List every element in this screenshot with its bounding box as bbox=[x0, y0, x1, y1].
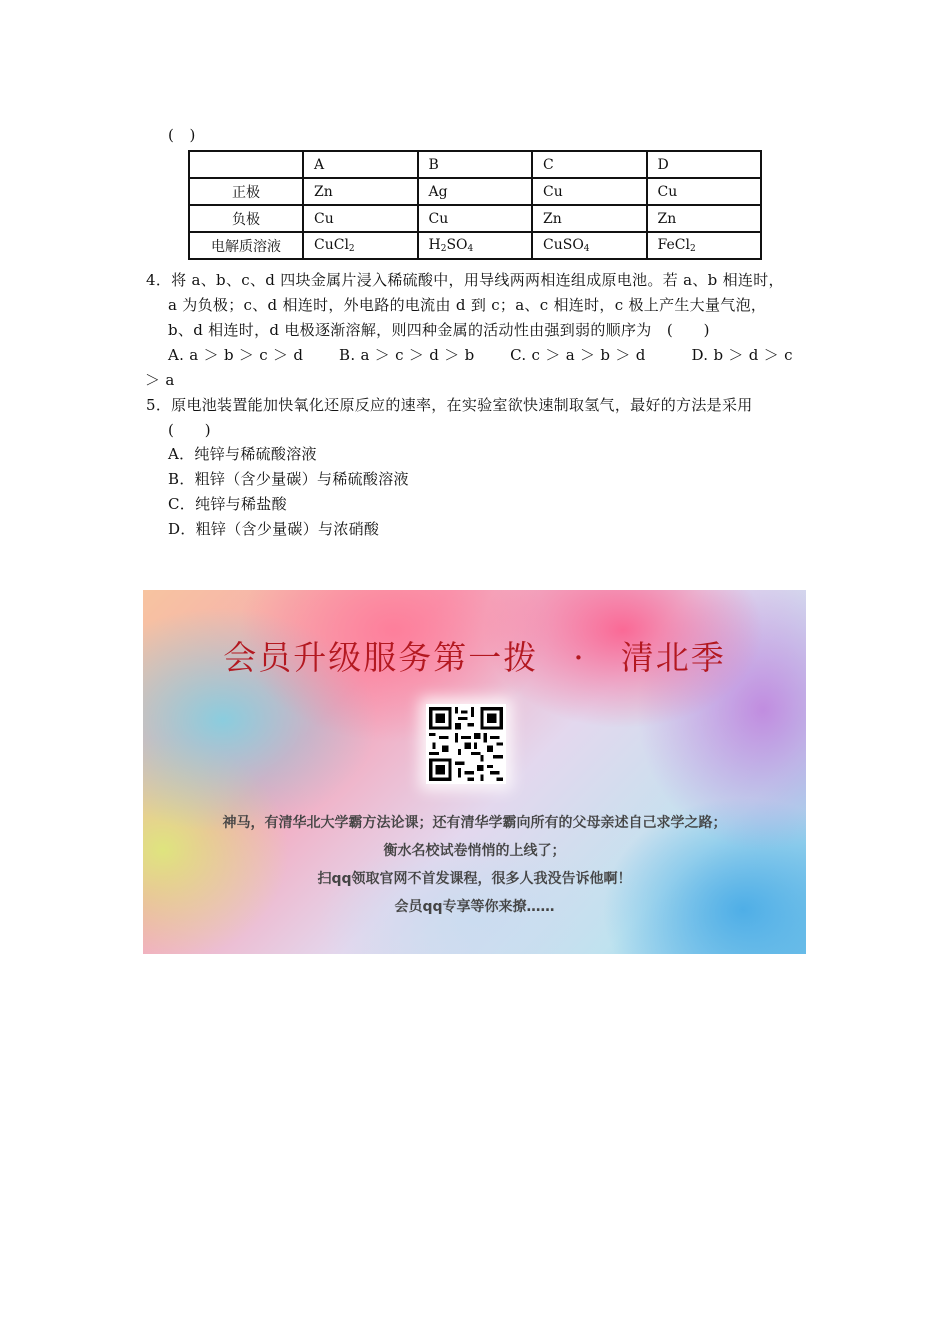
table-cell: Cu bbox=[532, 178, 647, 205]
formula-text: SO bbox=[446, 237, 468, 253]
table-cell: Ag bbox=[418, 178, 533, 205]
row-label: 负极 bbox=[189, 205, 303, 232]
table-cell: Cu bbox=[303, 205, 418, 232]
formula-cell bbox=[303, 232, 418, 259]
formula-subscript: 4 bbox=[467, 244, 474, 254]
question5-line: 5．原电池装置能加快氧化还原反应的速率，在实验室欲快速制取氢气，最好的方法是采用 bbox=[146, 396, 753, 414]
formula-subscript: 2 bbox=[689, 244, 696, 254]
table-cell: Zn bbox=[532, 205, 647, 232]
formula-subscript: 2 bbox=[348, 244, 355, 254]
formula-text: CuCl bbox=[314, 237, 349, 253]
question5-option: B．粗锌（含少量碳）与稀硫酸溶液 bbox=[168, 470, 409, 488]
promo-line: 神马，有清华北大学霸方法论课；还有清华学霸向所有的父母亲述自己求学之路； bbox=[222, 815, 727, 831]
formula-text: FeCl bbox=[657, 237, 690, 253]
promo-banner[interactable] bbox=[143, 590, 806, 954]
options-table bbox=[188, 150, 762, 260]
table-cell: Zn bbox=[647, 205, 762, 232]
formula-cell bbox=[647, 232, 762, 259]
table-row bbox=[189, 178, 761, 205]
question4-options-wrap: ＞ a bbox=[145, 371, 175, 389]
promo-line: 会员qq专享等你来撩…… bbox=[394, 899, 555, 915]
question3-answer-bracket: ( ) bbox=[168, 126, 196, 144]
question5-answer-bracket: ( ) bbox=[168, 421, 211, 439]
table-header-cell: C bbox=[532, 151, 647, 178]
table-cell: Cu bbox=[418, 205, 533, 232]
formula-text: CuSO bbox=[543, 237, 584, 253]
qr-code-icon[interactable] bbox=[426, 704, 506, 784]
question4-options: A. a ＞ b ＞ c ＞ d B. a ＞ c ＞ d ＞ b C. c ＞ a ＞ b ＞ d D. b ＞ d ＞ c bbox=[168, 346, 793, 364]
formula-cell bbox=[418, 232, 533, 259]
promo-line: 扫qq领取官网不首发课程，很多人我没告诉他啊！ bbox=[317, 871, 632, 887]
table-header-row bbox=[189, 151, 761, 178]
row-label: 正极 bbox=[189, 178, 303, 205]
question5-option: D．粗锌（含少量碳）与浓硝酸 bbox=[168, 520, 380, 538]
table-row bbox=[189, 232, 761, 259]
table-cell: Zn bbox=[303, 178, 418, 205]
table-header-cell: A bbox=[303, 151, 418, 178]
question5-option: A．纯锌与稀硫酸溶液 bbox=[168, 445, 317, 463]
question4-line: b、d 相连时，d 电极逐渐溶解，则四种金属的活动性由强到弱的顺序为 ( ) bbox=[168, 321, 710, 339]
question4-line: 4．将 a、b、c、d 四块金属片浸入稀硫酸中，用导线两两相连组成原电池。若 a、b 相连时， bbox=[146, 271, 784, 289]
formula-cell bbox=[532, 232, 647, 259]
promo-line: 衡水名校试卷悄悄的上线了； bbox=[383, 843, 566, 859]
table-header-cell bbox=[189, 151, 303, 178]
table-cell: Cu bbox=[647, 178, 762, 205]
question4-line: a 为负极；c、d 相连时，外电路的电流由 d 到 c；a、c 相连时，c 极上产生大量气泡， bbox=[168, 296, 767, 314]
row-label: 电解质溶液 bbox=[189, 232, 303, 259]
table-header-cell: B bbox=[418, 151, 533, 178]
formula-subscript: 4 bbox=[583, 244, 590, 254]
table-row bbox=[189, 205, 761, 232]
formula-text: H bbox=[428, 237, 441, 253]
table-header-cell: D bbox=[647, 151, 762, 178]
question5-option: C．纯锌与稀盐酸 bbox=[168, 495, 287, 513]
formula-subscript: 2 bbox=[440, 244, 447, 254]
banner-title: 会员升级服务第一拨 · 清北季 bbox=[223, 638, 726, 677]
